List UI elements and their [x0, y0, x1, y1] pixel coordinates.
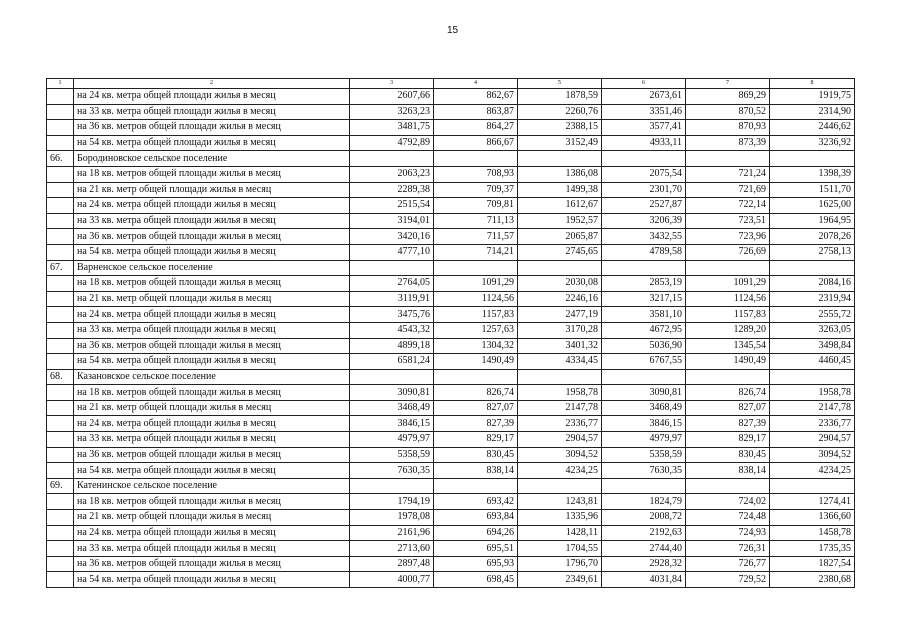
value-cell: 726,69: [686, 244, 770, 260]
value-cell: 863,87: [434, 104, 518, 120]
value-cell: 2147,78: [770, 400, 855, 416]
empty-cell: [686, 369, 770, 385]
value-cell: 6581,24: [350, 354, 434, 370]
row-description: на 54 кв. метра общей площади жилья в месяц: [74, 244, 350, 260]
empty-cell: [434, 151, 518, 167]
empty-index-cell: [47, 541, 74, 557]
value-cell: 726,31: [686, 541, 770, 557]
value-cell: 4234,25: [518, 463, 602, 479]
value-cell: 1091,29: [434, 276, 518, 292]
value-cell: 1274,41: [770, 494, 855, 510]
empty-index-cell: [47, 120, 74, 136]
section-index: 69.: [47, 478, 74, 494]
row-description: на 36 кв. метров общей площади жилья в месяц: [74, 120, 350, 136]
table-row: [47, 276, 855, 292]
row-description: на 24 кв. метра общей площади жилья в месяц: [74, 307, 350, 323]
value-cell: 3090,81: [350, 385, 434, 401]
row-description: на 24 кв. метра общей площади жилья в месяц: [74, 416, 350, 432]
table-row: [47, 307, 855, 323]
value-cell: 4777,10: [350, 244, 434, 260]
value-cell: 1827,54: [770, 556, 855, 572]
value-cell: 2192,63: [602, 525, 686, 541]
empty-cell: [770, 369, 855, 385]
value-cell: 1490,49: [434, 354, 518, 370]
table-row: [47, 510, 855, 526]
section-row: [47, 260, 855, 276]
value-cell: 826,74: [686, 385, 770, 401]
value-cell: 870,93: [686, 120, 770, 136]
empty-index-cell: [47, 182, 74, 198]
empty-cell: [518, 151, 602, 167]
value-cell: 1124,56: [686, 291, 770, 307]
value-cell: 1952,57: [518, 213, 602, 229]
value-cell: 829,17: [434, 432, 518, 448]
value-cell: 3401,32: [518, 338, 602, 354]
value-cell: 4979,97: [350, 432, 434, 448]
value-cell: 721,69: [686, 182, 770, 198]
value-cell: 827,07: [686, 400, 770, 416]
table-row: [47, 338, 855, 354]
value-cell: 2555,72: [770, 307, 855, 323]
value-cell: 873,39: [686, 135, 770, 151]
value-cell: 2336,77: [518, 416, 602, 432]
value-cell: 2380,68: [770, 572, 855, 588]
value-cell: 1304,32: [434, 338, 518, 354]
value-cell: 1735,35: [770, 541, 855, 557]
value-cell: 1978,08: [350, 510, 434, 526]
value-cell: 1824,79: [602, 494, 686, 510]
section-index: 67.: [47, 260, 74, 276]
row-description: на 36 кв. метров общей площади жилья в месяц: [74, 447, 350, 463]
value-cell: 2673,61: [602, 89, 686, 105]
row-description: на 18 кв. метров общей площади жилья в месяц: [74, 494, 350, 510]
row-description: на 24 кв. метра общей площади жилья в месяц: [74, 89, 350, 105]
value-cell: 4460,45: [770, 354, 855, 370]
value-cell: 3094,52: [770, 447, 855, 463]
table-row: [47, 104, 855, 120]
value-cell: 6767,55: [602, 354, 686, 370]
value-cell: 2388,15: [518, 120, 602, 136]
table-row: [47, 182, 855, 198]
value-cell: 2349,61: [518, 572, 602, 588]
value-cell: 2744,40: [602, 541, 686, 557]
empty-index-cell: [47, 463, 74, 479]
value-cell: 2063,23: [350, 166, 434, 182]
section-index: 66.: [47, 151, 74, 167]
empty-index-cell: [47, 385, 74, 401]
column-header-row: [47, 79, 855, 89]
value-cell: 1366,60: [770, 510, 855, 526]
value-cell: 723,96: [686, 229, 770, 245]
table-row: [47, 198, 855, 214]
value-cell: 3094,52: [518, 447, 602, 463]
column-header: 2: [74, 79, 350, 89]
empty-index-cell: [47, 432, 74, 448]
empty-cell: [770, 151, 855, 167]
value-cell: 5358,59: [350, 447, 434, 463]
column-header: 8: [770, 79, 855, 89]
value-cell: 3194,01: [350, 213, 434, 229]
value-cell: 2246,16: [518, 291, 602, 307]
empty-index-cell: [47, 244, 74, 260]
value-cell: 3170,28: [518, 322, 602, 338]
empty-cell: [350, 260, 434, 276]
value-cell: 1157,83: [686, 307, 770, 323]
value-cell: 830,45: [434, 447, 518, 463]
value-cell: 695,51: [434, 541, 518, 557]
value-cell: 2147,78: [518, 400, 602, 416]
section-title: Бородиновское сельское поселение: [74, 151, 350, 167]
column-header: 7: [686, 79, 770, 89]
value-cell: 3577,41: [602, 120, 686, 136]
empty-index-cell: [47, 229, 74, 245]
value-cell: 1919,75: [770, 89, 855, 105]
table-row: [47, 135, 855, 151]
value-cell: 693,42: [434, 494, 518, 510]
row-description: на 54 кв. метра общей площади жилья в месяц: [74, 572, 350, 588]
value-cell: 3217,15: [602, 291, 686, 307]
value-cell: 830,45: [686, 447, 770, 463]
value-cell: 1499,38: [518, 182, 602, 198]
empty-index-cell: [47, 447, 74, 463]
value-cell: 2515,54: [350, 198, 434, 214]
empty-cell: [602, 151, 686, 167]
value-cell: 1794,19: [350, 494, 434, 510]
value-cell: 2853,19: [602, 276, 686, 292]
value-cell: 1958,78: [770, 385, 855, 401]
value-cell: 1490,49: [686, 354, 770, 370]
value-cell: 709,81: [434, 198, 518, 214]
empty-cell: [602, 369, 686, 385]
value-cell: 2745,65: [518, 244, 602, 260]
table-row: [47, 556, 855, 572]
value-cell: 2713,60: [350, 541, 434, 557]
value-cell: 3263,23: [350, 104, 434, 120]
value-cell: 1704,55: [518, 541, 602, 557]
row-description: на 54 кв. метра общей площади жилья в месяц: [74, 463, 350, 479]
empty-index-cell: [47, 510, 74, 526]
empty-cell: [350, 369, 434, 385]
value-cell: 838,14: [686, 463, 770, 479]
empty-cell: [770, 478, 855, 494]
table-row: [47, 572, 855, 588]
value-cell: 869,29: [686, 89, 770, 105]
value-cell: 709,37: [434, 182, 518, 198]
empty-cell: [770, 260, 855, 276]
value-cell: 3119,91: [350, 291, 434, 307]
value-cell: 4234,25: [770, 463, 855, 479]
page-number: 15: [446, 25, 459, 36]
value-cell: 864,27: [434, 120, 518, 136]
empty-index-cell: [47, 525, 74, 541]
section-row: [47, 478, 855, 494]
value-cell: 1243,81: [518, 494, 602, 510]
value-cell: 1157,83: [434, 307, 518, 323]
value-cell: 3351,46: [602, 104, 686, 120]
value-cell: 2161,96: [350, 525, 434, 541]
table-row: [47, 400, 855, 416]
empty-index-cell: [47, 400, 74, 416]
value-cell: 695,93: [434, 556, 518, 572]
empty-cell: [434, 478, 518, 494]
value-cell: 4933,11: [602, 135, 686, 151]
value-cell: 711,13: [434, 213, 518, 229]
value-cell: 2607,66: [350, 89, 434, 105]
value-cell: 3581,10: [602, 307, 686, 323]
value-cell: 1289,20: [686, 322, 770, 338]
table-row: [47, 213, 855, 229]
row-description: на 21 кв. метр общей площади жилья в месяц: [74, 182, 350, 198]
value-cell: 3206,39: [602, 213, 686, 229]
value-cell: 2260,76: [518, 104, 602, 120]
empty-cell: [686, 260, 770, 276]
value-cell: 3498,84: [770, 338, 855, 354]
table-row: [47, 89, 855, 105]
value-cell: 862,67: [434, 89, 518, 105]
empty-index-cell: [47, 494, 74, 510]
value-cell: 1625,00: [770, 198, 855, 214]
row-description: на 18 кв. метров общей площади жилья в месяц: [74, 166, 350, 182]
value-cell: 2897,48: [350, 556, 434, 572]
table-row: [47, 120, 855, 136]
value-cell: 694,26: [434, 525, 518, 541]
value-cell: 870,52: [686, 104, 770, 120]
row-description: на 33 кв. метра общей площади жилья в месяц: [74, 213, 350, 229]
row-description: на 33 кв. метра общей площади жилья в месяц: [74, 322, 350, 338]
empty-index-cell: [47, 276, 74, 292]
empty-cell: [602, 478, 686, 494]
table-row: [47, 463, 855, 479]
empty-cell: [686, 151, 770, 167]
value-cell: 3468,49: [602, 400, 686, 416]
table-row: [47, 447, 855, 463]
value-cell: 3263,05: [770, 322, 855, 338]
table-row: [47, 432, 855, 448]
value-cell: 2904,57: [770, 432, 855, 448]
table-row: [47, 354, 855, 370]
row-description: на 24 кв. метра общей площади жилья в месяц: [74, 525, 350, 541]
column-header: 6: [602, 79, 686, 89]
value-cell: 2527,87: [602, 198, 686, 214]
row-description: на 33 кв. метра общей площади жилья в месяц: [74, 541, 350, 557]
table-row: [47, 494, 855, 510]
value-cell: 2289,38: [350, 182, 434, 198]
row-description: на 36 кв. метров общей площади жилья в месяц: [74, 556, 350, 572]
row-description: на 21 кв. метр общей площади жилья в месяц: [74, 510, 350, 526]
empty-index-cell: [47, 556, 74, 572]
value-cell: 1398,39: [770, 166, 855, 182]
value-cell: 726,77: [686, 556, 770, 572]
value-cell: 724,48: [686, 510, 770, 526]
empty-index-cell: [47, 104, 74, 120]
value-cell: 827,39: [434, 416, 518, 432]
value-cell: 3468,49: [350, 400, 434, 416]
value-cell: 723,51: [686, 213, 770, 229]
empty-cell: [350, 478, 434, 494]
value-cell: 724,02: [686, 494, 770, 510]
value-cell: 2065,87: [518, 229, 602, 245]
empty-index-cell: [47, 89, 74, 105]
value-cell: 2477,19: [518, 307, 602, 323]
value-cell: 4000,77: [350, 572, 434, 588]
tariff-table: [46, 78, 855, 588]
value-cell: 3475,76: [350, 307, 434, 323]
value-cell: 1958,78: [518, 385, 602, 401]
value-cell: 2319,94: [770, 291, 855, 307]
value-cell: 2758,13: [770, 244, 855, 260]
row-description: на 36 кв. метров общей площади жилья в месяц: [74, 338, 350, 354]
empty-cell: [686, 478, 770, 494]
section-title: Казановское сельское поселение: [74, 369, 350, 385]
table-row: [47, 322, 855, 338]
empty-index-cell: [47, 213, 74, 229]
empty-cell: [602, 260, 686, 276]
value-cell: 1612,67: [518, 198, 602, 214]
empty-cell: [518, 478, 602, 494]
value-cell: 729,52: [686, 572, 770, 588]
value-cell: 7630,35: [350, 463, 434, 479]
value-cell: 4792,89: [350, 135, 434, 151]
value-cell: 4672,95: [602, 322, 686, 338]
value-cell: 4031,84: [602, 572, 686, 588]
section-title: Варненское сельское поселение: [74, 260, 350, 276]
value-cell: 3846,15: [602, 416, 686, 432]
row-description: на 54 кв. метра общей площади жилья в месяц: [74, 354, 350, 370]
value-cell: 1964,95: [770, 213, 855, 229]
table-row: [47, 166, 855, 182]
value-cell: 1386,08: [518, 166, 602, 182]
table-row: [47, 229, 855, 245]
section-row: [47, 369, 855, 385]
value-cell: 721,24: [686, 166, 770, 182]
table-row: [47, 244, 855, 260]
section-title: Катенинское сельское поселение: [74, 478, 350, 494]
value-cell: 826,74: [434, 385, 518, 401]
empty-cell: [434, 260, 518, 276]
value-cell: 3481,75: [350, 120, 434, 136]
row-description: на 54 кв. метра общей площади жилья в месяц: [74, 135, 350, 151]
value-cell: 2336,77: [770, 416, 855, 432]
value-cell: 4899,18: [350, 338, 434, 354]
value-cell: 5358,59: [602, 447, 686, 463]
section-row: [47, 151, 855, 167]
value-cell: 2446,62: [770, 120, 855, 136]
value-cell: 3090,81: [602, 385, 686, 401]
table-row: [47, 541, 855, 557]
value-cell: 838,14: [434, 463, 518, 479]
value-cell: 1124,56: [434, 291, 518, 307]
table-row: [47, 416, 855, 432]
value-cell: 724,93: [686, 525, 770, 541]
value-cell: 1335,96: [518, 510, 602, 526]
empty-cell: [350, 151, 434, 167]
value-cell: 2075,54: [602, 166, 686, 182]
empty-index-cell: [47, 338, 74, 354]
row-description: на 24 кв. метра общей площади жилья в месяц: [74, 198, 350, 214]
value-cell: 714,21: [434, 244, 518, 260]
value-cell: 827,39: [686, 416, 770, 432]
value-cell: 1878,59: [518, 89, 602, 105]
value-cell: 693,84: [434, 510, 518, 526]
empty-index-cell: [47, 166, 74, 182]
value-cell: 4543,32: [350, 322, 434, 338]
value-cell: 2904,57: [518, 432, 602, 448]
empty-index-cell: [47, 572, 74, 588]
empty-index-cell: [47, 322, 74, 338]
value-cell: 3420,16: [350, 229, 434, 245]
value-cell: 3432,55: [602, 229, 686, 245]
value-cell: 829,17: [686, 432, 770, 448]
value-cell: 4789,58: [602, 244, 686, 260]
value-cell: 827,07: [434, 400, 518, 416]
empty-index-cell: [47, 198, 74, 214]
value-cell: 708,93: [434, 166, 518, 182]
value-cell: 722,14: [686, 198, 770, 214]
value-cell: 2008,72: [602, 510, 686, 526]
value-cell: 2928,32: [602, 556, 686, 572]
value-cell: 7630,35: [602, 463, 686, 479]
row-description: на 33 кв. метра общей площади жилья в месяц: [74, 432, 350, 448]
empty-index-cell: [47, 354, 74, 370]
value-cell: 1257,63: [434, 322, 518, 338]
value-cell: 2301,70: [602, 182, 686, 198]
column-header: 1: [47, 79, 74, 89]
row-description: на 21 кв. метр общей площади жилья в месяц: [74, 291, 350, 307]
empty-index-cell: [47, 291, 74, 307]
row-description: на 33 кв. метра общей площади жилья в месяц: [74, 104, 350, 120]
value-cell: 2030,08: [518, 276, 602, 292]
column-header: 3: [350, 79, 434, 89]
empty-index-cell: [47, 307, 74, 323]
value-cell: 1428,11: [518, 525, 602, 541]
value-cell: 2078,26: [770, 229, 855, 245]
row-description: на 18 кв. метров общей площади жилья в месяц: [74, 385, 350, 401]
row-description: на 21 кв. метр общей площади жилья в месяц: [74, 400, 350, 416]
table-row: [47, 525, 855, 541]
value-cell: 711,57: [434, 229, 518, 245]
value-cell: 1796,70: [518, 556, 602, 572]
column-header: 5: [518, 79, 602, 89]
value-cell: 698,45: [434, 572, 518, 588]
value-cell: 4979,97: [602, 432, 686, 448]
value-cell: 1458,78: [770, 525, 855, 541]
value-cell: 3846,15: [350, 416, 434, 432]
value-cell: 3152,49: [518, 135, 602, 151]
value-cell: 2764,05: [350, 276, 434, 292]
section-index: 68.: [47, 369, 74, 385]
value-cell: 4334,45: [518, 354, 602, 370]
value-cell: 5036,90: [602, 338, 686, 354]
value-cell: 1345,54: [686, 338, 770, 354]
value-cell: 3236,92: [770, 135, 855, 151]
row-description: на 36 кв. метров общей площади жилья в месяц: [74, 229, 350, 245]
column-header: 4: [434, 79, 518, 89]
empty-index-cell: [47, 416, 74, 432]
table-row: [47, 291, 855, 307]
value-cell: 866,67: [434, 135, 518, 151]
value-cell: 1091,29: [686, 276, 770, 292]
empty-cell: [518, 369, 602, 385]
empty-index-cell: [47, 135, 74, 151]
value-cell: 2084,16: [770, 276, 855, 292]
value-cell: 1511,70: [770, 182, 855, 198]
empty-cell: [518, 260, 602, 276]
empty-cell: [434, 369, 518, 385]
table-row: [47, 385, 855, 401]
value-cell: 2314,90: [770, 104, 855, 120]
row-description: на 18 кв. метров общей площади жилья в месяц: [74, 276, 350, 292]
